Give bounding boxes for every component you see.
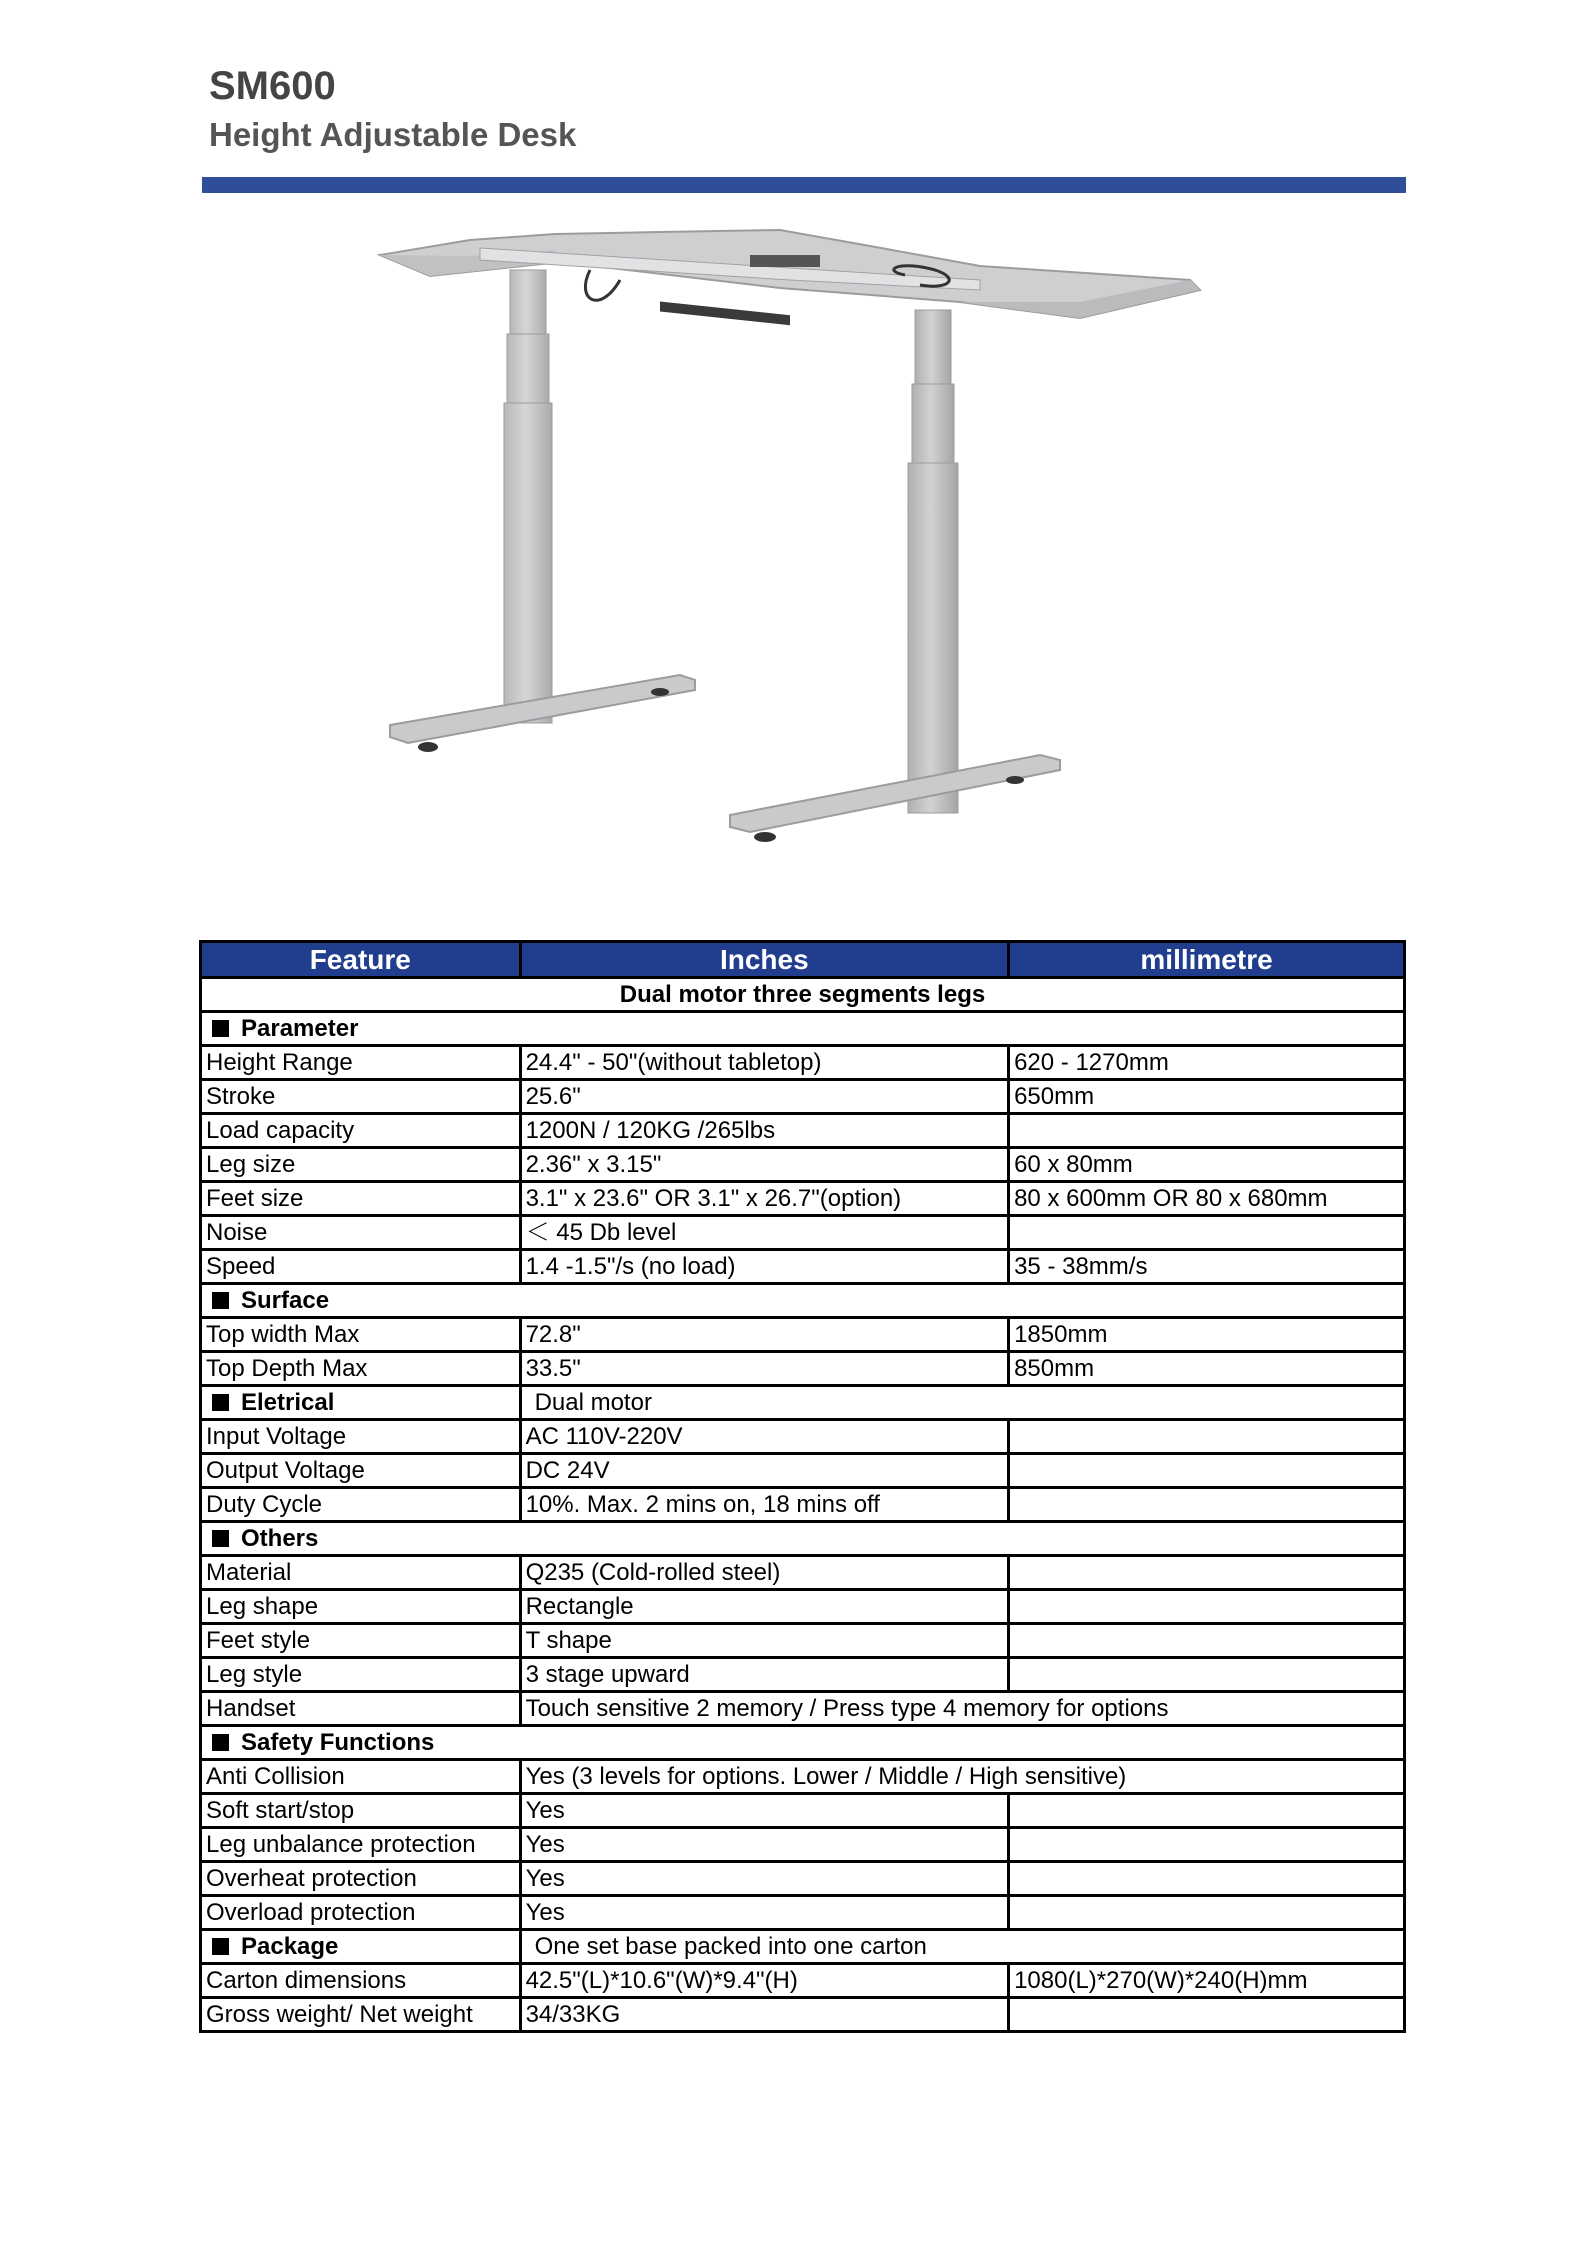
millimetre-cell	[1009, 1454, 1405, 1488]
inches-cell: ＜ 45 Db level	[520, 1216, 1009, 1250]
table-row	[201, 1420, 1405, 1454]
section-row	[201, 1012, 1405, 1046]
millimetre-cell	[1009, 1794, 1405, 1828]
inches-cell: Yes	[520, 1828, 1009, 1862]
table-row	[201, 1488, 1405, 1522]
table-header-row	[201, 942, 1405, 978]
inches-cell: Yes	[520, 1862, 1009, 1896]
millimetre-cell	[1009, 1998, 1405, 2032]
millimetre-cell	[1009, 1556, 1405, 1590]
table-row	[201, 1828, 1405, 1862]
inches-cell: 72.8"	[520, 1318, 1009, 1352]
inches-cell: AC 110V-220V	[520, 1420, 1009, 1454]
feature-cell: Top width Max	[201, 1318, 521, 1352]
square-bullet-icon	[212, 1292, 229, 1309]
inches-cell: Touch sensitive 2 memory / Press type 4 memory for options	[520, 1692, 1404, 1726]
header-divider	[202, 177, 1406, 193]
section-title-text: Package	[241, 1933, 339, 1960]
feature-cell: Top Depth Max	[201, 1352, 521, 1386]
header-inches: Inches	[520, 942, 1009, 978]
table-row	[201, 1692, 1405, 1726]
table-row	[201, 1352, 1405, 1386]
table-row	[201, 1590, 1405, 1624]
table-row	[201, 1318, 1405, 1352]
millimetre-cell	[1009, 1624, 1405, 1658]
millimetre-cell: 650mm	[1009, 1080, 1405, 1114]
square-bullet-icon	[212, 1734, 229, 1751]
feature-cell: Input Voltage	[201, 1420, 521, 1454]
feature-cell: Feet size	[201, 1182, 521, 1216]
square-bullet-icon	[212, 1938, 229, 1955]
feature-cell: Anti Collision	[201, 1760, 521, 1794]
millimetre-cell: 850mm	[1009, 1352, 1405, 1386]
table-row	[201, 1250, 1405, 1284]
feature-cell: Duty Cycle	[201, 1488, 521, 1522]
millimetre-cell	[1009, 1488, 1405, 1522]
millimetre-cell	[1009, 1216, 1405, 1250]
square-bullet-icon	[212, 1020, 229, 1037]
header-millimetre: millimetre	[1009, 942, 1405, 978]
header-feature: Feature	[201, 942, 521, 978]
feature-cell: Feet style	[201, 1624, 521, 1658]
feature-cell: Overheat protection	[201, 1862, 521, 1896]
inches-cell: 1200N / 120KG /265lbs	[520, 1114, 1009, 1148]
feature-cell: Leg size	[201, 1148, 521, 1182]
feature-cell: Leg style	[201, 1658, 521, 1692]
inches-cell: 24.4" - 50"(without tabletop)	[520, 1046, 1009, 1080]
table-row	[201, 1148, 1405, 1182]
millimetre-cell: 1080(L)*270(W)*240(H)mm	[1009, 1964, 1405, 1998]
table-row	[201, 1624, 1405, 1658]
millimetre-cell: 60 x 80mm	[1009, 1148, 1405, 1182]
table-row	[201, 1896, 1405, 1930]
table-row	[201, 1964, 1405, 1998]
square-bullet-icon	[212, 1394, 229, 1411]
section-row	[201, 1386, 1405, 1420]
inches-cell: Yes	[520, 1896, 1009, 1930]
table-row	[201, 1998, 1405, 2032]
feature-cell: Gross weight/ Net weight	[201, 1998, 521, 2032]
table-row	[201, 1080, 1405, 1114]
section-title	[201, 1726, 1405, 1760]
inches-cell: 25.6"	[520, 1080, 1009, 1114]
section-title	[201, 1930, 521, 1964]
millimetre-cell	[1009, 1828, 1405, 1862]
inches-cell: Q235 (Cold-rolled steel)	[520, 1556, 1009, 1590]
feature-cell: Output Voltage	[201, 1454, 521, 1488]
feature-cell: Load capacity	[201, 1114, 521, 1148]
millimetre-cell	[1009, 1896, 1405, 1930]
table-row	[201, 1114, 1405, 1148]
millimetre-cell	[1009, 1658, 1405, 1692]
feature-cell: Soft start/stop	[201, 1794, 521, 1828]
section-title	[201, 1386, 521, 1420]
section-title	[201, 1522, 1405, 1556]
inches-cell: Yes (3 levels for options. Lower / Middle / High sensitive)	[520, 1760, 1404, 1794]
inches-cell: DC 24V	[520, 1454, 1009, 1488]
feature-cell: Handset	[201, 1692, 521, 1726]
model-title: SM600	[209, 64, 336, 108]
inches-cell: T shape	[520, 1624, 1009, 1658]
inches-cell: Yes	[520, 1794, 1009, 1828]
millimetre-cell	[1009, 1862, 1405, 1896]
section-note: One set base packed into one carton	[520, 1930, 1404, 1964]
inches-cell: 33.5"	[520, 1352, 1009, 1386]
millimetre-cell: 35 - 38mm/s	[1009, 1250, 1405, 1284]
section-row	[201, 1930, 1405, 1964]
inches-cell: 2.36" x 3.15"	[520, 1148, 1009, 1182]
table-row	[201, 1046, 1405, 1080]
feature-cell: Carton dimensions	[201, 1964, 521, 1998]
desk-frame-image	[360, 210, 1230, 910]
millimetre-cell	[1009, 1420, 1405, 1454]
inches-cell: 42.5"(L)*10.6"(W)*9.4"(H)	[520, 1964, 1009, 1998]
section-title-text: Others	[241, 1525, 319, 1552]
inches-cell: 1.4 -1.5"/s (no load)	[520, 1250, 1009, 1284]
table-row	[201, 1658, 1405, 1692]
millimetre-cell: 1850mm	[1009, 1318, 1405, 1352]
square-bullet-icon	[212, 1530, 229, 1547]
section-row	[201, 1726, 1405, 1760]
feature-cell: Stroke	[201, 1080, 521, 1114]
feature-cell: Speed	[201, 1250, 521, 1284]
millimetre-cell: 80 x 600mm OR 80 x 680mm	[1009, 1182, 1405, 1216]
millimetre-cell: 620 - 1270mm	[1009, 1046, 1405, 1080]
table-row	[201, 1760, 1405, 1794]
table-row	[201, 1182, 1405, 1216]
inches-cell: 34/33KG	[520, 1998, 1009, 2032]
section-title-text: Surface	[241, 1287, 330, 1314]
inches-cell: 3.1" x 23.6" OR 3.1" x 26.7"(option)	[520, 1182, 1009, 1216]
feature-cell: Material	[201, 1556, 521, 1590]
specification-table	[199, 940, 1406, 2033]
table-row	[201, 1454, 1405, 1488]
section-title-text: Safety Functions	[241, 1729, 435, 1756]
table-row	[201, 1216, 1405, 1250]
millimetre-cell	[1009, 1114, 1405, 1148]
section-row	[201, 1284, 1405, 1318]
table-row	[201, 1794, 1405, 1828]
feature-cell: Leg unbalance protection	[201, 1828, 521, 1862]
section-row	[201, 1522, 1405, 1556]
section-title	[201, 1284, 1405, 1318]
table-caption: Dual motor three segments legs	[201, 978, 1405, 1012]
millimetre-cell	[1009, 1590, 1405, 1624]
feature-cell: Noise	[201, 1216, 521, 1250]
feature-cell: Leg shape	[201, 1590, 521, 1624]
caption-row	[201, 978, 1405, 1012]
table-row	[201, 1556, 1405, 1590]
feature-cell: Height Range	[201, 1046, 521, 1080]
feature-cell: Overload protection	[201, 1896, 521, 1930]
inches-cell: Rectangle	[520, 1590, 1009, 1624]
section-note: Dual motor	[520, 1386, 1404, 1420]
table-row	[201, 1862, 1405, 1896]
inches-cell: 3 stage upward	[520, 1658, 1009, 1692]
section-title-text: Eletrical	[241, 1389, 335, 1416]
inches-cell: 10%. Max. 2 mins on, 18 mins off	[520, 1488, 1009, 1522]
section-title	[201, 1012, 1405, 1046]
product-subtitle: Height Adjustable Desk	[209, 116, 577, 153]
section-title-text: Parameter	[241, 1015, 359, 1042]
